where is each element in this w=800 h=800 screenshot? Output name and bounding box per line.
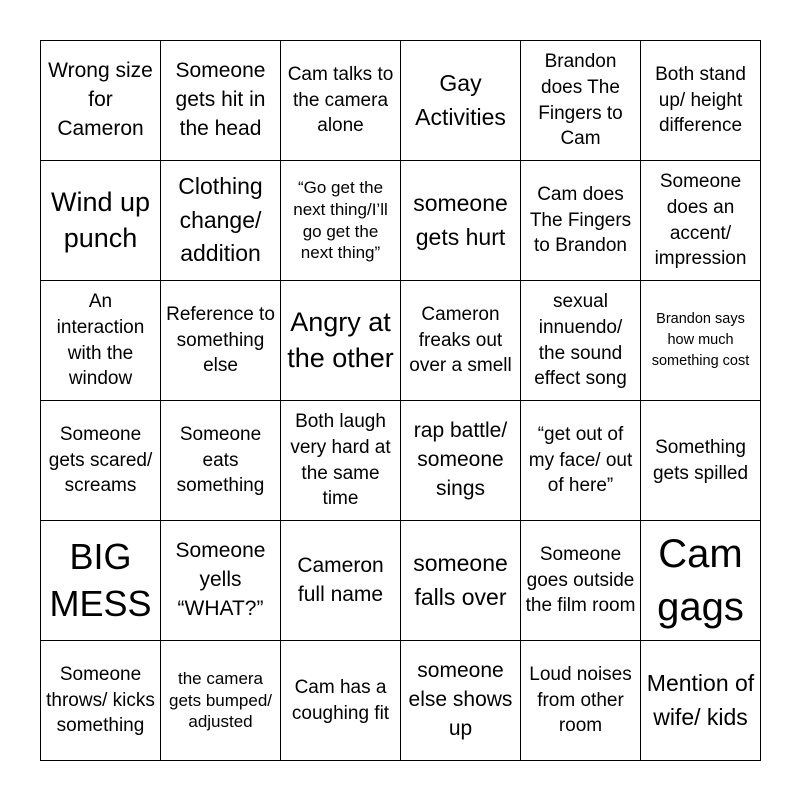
bingo-cell-r5c5[interactable] bbox=[521, 521, 641, 641]
bingo-cell-r3c1[interactable] bbox=[41, 281, 161, 401]
bingo-cell-r1c6[interactable] bbox=[641, 41, 761, 161]
bingo-cell-r2c1[interactable] bbox=[41, 161, 161, 281]
bingo-cell-text: Mention of wife/ kids bbox=[646, 670, 755, 730]
bingo-cell-r2c6[interactable] bbox=[641, 161, 761, 281]
bingo-cell-r2c4[interactable] bbox=[401, 161, 521, 281]
bingo-cell-text: Loud noises from other room bbox=[529, 663, 632, 737]
bingo-cell-r4c1[interactable] bbox=[41, 401, 161, 521]
bingo-cell-text: Someone gets hit in the head bbox=[175, 59, 266, 140]
bingo-cell-text: “Go get the next thing/I’ll go get the next thing” bbox=[293, 178, 388, 263]
bingo-cell-text: sexual innuendo/ the sound effect song bbox=[534, 290, 627, 390]
bingo-cell-r3c2[interactable] bbox=[161, 281, 281, 401]
bingo-cell-r5c3[interactable] bbox=[281, 521, 401, 641]
bingo-cell-r2c5[interactable] bbox=[521, 161, 641, 281]
bingo-cell-text: Both stand up/ height difference bbox=[655, 63, 746, 137]
bingo-cell-r1c5[interactable] bbox=[521, 41, 641, 161]
bingo-cell-text: Wrong size for Cameron bbox=[48, 59, 153, 140]
bingo-cell-text: Gay Activities bbox=[415, 70, 506, 130]
bingo-cell-text: Someone does an accent/ impression bbox=[654, 170, 747, 270]
bingo-cell-r6c5[interactable] bbox=[521, 641, 641, 761]
bingo-cell-r3c4[interactable] bbox=[401, 281, 521, 401]
bingo-cell-text: Cameron full name bbox=[297, 553, 384, 606]
bingo-cell-text: Both laugh very hard at the same time bbox=[290, 410, 391, 510]
bingo-board bbox=[40, 40, 761, 761]
bingo-cell-text: Cam does The Fingers to Brandon bbox=[529, 183, 632, 257]
bingo-cell-r1c4[interactable] bbox=[401, 41, 521, 161]
bingo-cell-text: An interaction with the window bbox=[56, 290, 145, 390]
bingo-cell-r4c6[interactable] bbox=[641, 401, 761, 521]
bingo-cell-text: Wind up punch bbox=[50, 187, 151, 253]
bingo-cell-text: Cam gags bbox=[657, 531, 744, 629]
bingo-cell-text: Someone goes outside the film room bbox=[525, 543, 636, 617]
bingo-cell-r2c2[interactable] bbox=[161, 161, 281, 281]
bingo-cell-text: Someone yells “WHAT?” bbox=[175, 539, 266, 620]
bingo-cell-text: Someone gets scared/ screams bbox=[48, 423, 153, 497]
bingo-cell-r3c6[interactable] bbox=[641, 281, 761, 401]
bingo-cell-text: Brandon says how much something cost bbox=[651, 310, 750, 369]
bingo-cell-text: Cameron freaks out over a smell bbox=[409, 303, 512, 377]
bingo-cell-text: Angry at the other bbox=[287, 307, 394, 373]
bingo-cell-r4c4[interactable] bbox=[401, 401, 521, 521]
bingo-cell-text: Something gets spilled bbox=[652, 436, 749, 484]
bingo-cell-text: Someone throws/ kicks something bbox=[46, 663, 155, 737]
bingo-cell-r3c3[interactable] bbox=[281, 281, 401, 401]
bingo-cell-text: Cam talks to the camera alone bbox=[287, 63, 394, 137]
bingo-cell-text: Brandon does The Fingers to Cam bbox=[538, 50, 623, 150]
bingo-cell-r4c5[interactable] bbox=[521, 401, 641, 521]
bingo-cell-r1c1[interactable] bbox=[41, 41, 161, 161]
bingo-cell-text: someone falls over bbox=[413, 550, 508, 610]
bingo-cell-r6c3[interactable] bbox=[281, 641, 401, 761]
bingo-cell-r3c5[interactable] bbox=[521, 281, 641, 401]
bingo-cell-text: someone else shows up bbox=[408, 659, 513, 740]
bingo-cell-text: someone gets hurt bbox=[413, 190, 508, 250]
bingo-cell-text: Reference to something else bbox=[166, 303, 275, 377]
bingo-cell-r5c6[interactable] bbox=[641, 521, 761, 641]
bingo-cell-r6c4[interactable] bbox=[401, 641, 521, 761]
bingo-cell-r1c3[interactable] bbox=[281, 41, 401, 161]
bingo-cell-text: rap battle/ someone sings bbox=[413, 419, 508, 500]
bingo-cell-r4c3[interactable] bbox=[281, 401, 401, 521]
bingo-cell-r1c2[interactable] bbox=[161, 41, 281, 161]
bingo-cell-text: “get out of my face/ out of here” bbox=[528, 423, 633, 497]
bingo-cell-r6c1[interactable] bbox=[41, 641, 161, 761]
bingo-cell-text: Someone eats something bbox=[176, 423, 265, 497]
bingo-cell-text: the camera gets bumped/ adjusted bbox=[168, 668, 272, 732]
bingo-cell-r5c1[interactable] bbox=[41, 521, 161, 641]
bingo-cell-text: Cam has a coughing fit bbox=[291, 676, 390, 724]
bingo-cell-r2c3[interactable] bbox=[281, 161, 401, 281]
bingo-cell-r5c2[interactable] bbox=[161, 521, 281, 641]
bingo-cell-text: Clothing change/ addition bbox=[178, 173, 263, 267]
bingo-cell-r5c4[interactable] bbox=[401, 521, 521, 641]
bingo-cell-text: BIG MESS bbox=[49, 535, 152, 624]
bingo-cell-r4c2[interactable] bbox=[161, 401, 281, 521]
bingo-cell-r6c2[interactable] bbox=[161, 641, 281, 761]
bingo-cell-r6c6[interactable] bbox=[641, 641, 761, 761]
